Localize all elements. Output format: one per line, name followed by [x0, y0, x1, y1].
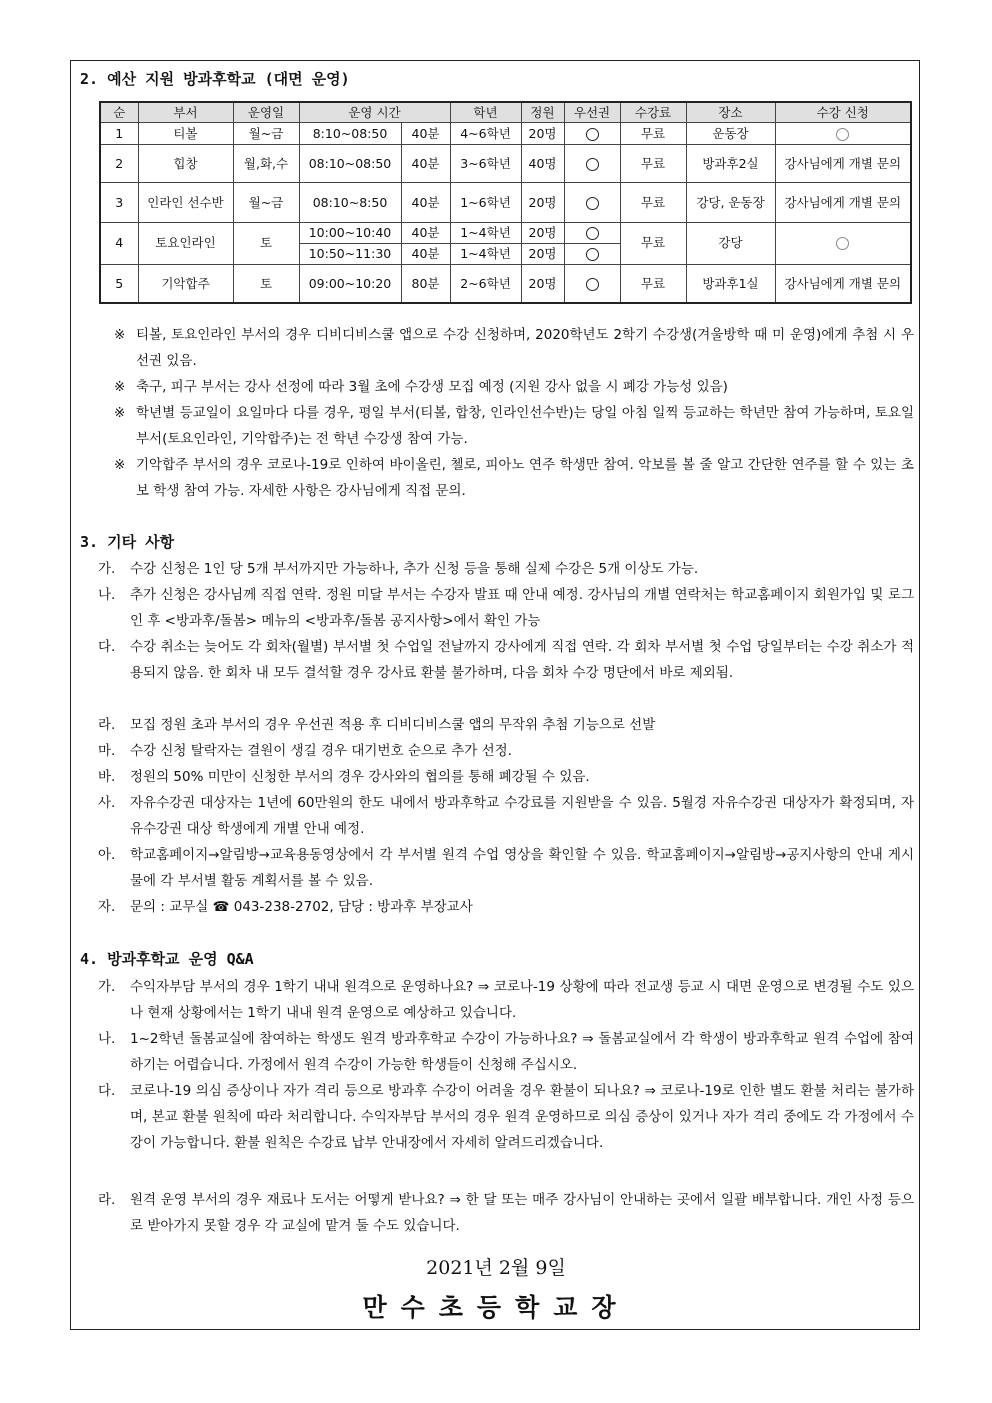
table-row [100, 123, 911, 145]
circle-icon [586, 248, 599, 261]
list-item [98, 1187, 914, 1239]
cell-grade: 3~6학년 [450, 145, 521, 183]
list-item [98, 842, 914, 894]
item-mark: 마. [98, 743, 116, 759]
col-place: 장소 [686, 102, 775, 123]
list-item [98, 894, 914, 920]
list-item [98, 974, 914, 1026]
cell-apply [775, 123, 911, 145]
cell-place: 방과후2실 [686, 145, 775, 183]
cell-days: 월~금 [233, 183, 299, 222]
cell-place: 방과후1실 [686, 265, 775, 303]
list-item [98, 764, 914, 790]
circle-icon [586, 128, 599, 141]
item-text: 학교홈페이지→알림방→교육용동영상에서 각 부서별 원격 수업 영상을 확인할 수 있음. 학교홈페이지→알림방→공지사항의 안내 게시물에 각 부서별 활동 계획서를 볼 수 있음. [130, 847, 914, 889]
cell-priority [564, 123, 620, 145]
cell-no: 4 [100, 222, 138, 264]
cell-priority [564, 243, 620, 264]
item-mark: 라. [98, 1192, 116, 1208]
cell-fee: 무료 [620, 145, 686, 183]
col-capacity: 정원 [521, 102, 564, 123]
item-mark: 다. [98, 1083, 116, 1099]
cell-no: 5 [100, 265, 138, 303]
col-grade: 학년 [450, 102, 521, 123]
cell-days: 토 [233, 222, 299, 264]
circle-icon [586, 197, 599, 210]
note-item [114, 400, 914, 452]
cell-capacity: 20명 [521, 123, 564, 145]
item-mark: 바. [98, 769, 116, 785]
item-text: 원격 운영 부서의 경우 재료나 도서는 어떻게 받나요? ⇒ 한 달 또는 매주 강사님이 안내하는 곳에서 일괄 배부합니다. 개인 사정 등으로 받아가지 못할 경우 각 교실에 맡겨 둘 수도 있습니다. [130, 1192, 914, 1234]
note-item [114, 374, 914, 400]
cell-grade: 1~4학년 [450, 243, 521, 264]
cell-capacity: 20명 [521, 183, 564, 222]
note-text: 티볼, 토요인라인 부서의 경우 디비디비스쿨 앱으로 수강 신청하며, 2020학년도 2학기 수강생(겨울방학 때 미 운영)에게 추첨 시 우선권 있음. [136, 327, 914, 369]
cell-place: 강당, 운동장 [686, 183, 775, 222]
cell-dept: 티볼 [138, 123, 233, 145]
cell-mins: 40분 [401, 183, 450, 222]
col-apply: 수강 신청 [775, 102, 911, 123]
item-text: 문의 : 교무실 ☎ 043-238-2702, 담당 : 방과후 부장교사 [130, 899, 473, 915]
cell-days: 월~금 [233, 123, 299, 145]
cell-mins: 40분 [401, 123, 450, 145]
cell-time: 10:00~10:40 [299, 222, 401, 243]
list-item [98, 1026, 914, 1078]
cell-apply [775, 222, 911, 264]
note-mark: ※ [114, 457, 126, 473]
cell-apply: 강사님에게 개별 문의 [775, 265, 911, 303]
item-text: 자유수강권 대상자는 1년에 60만원의 한도 내에서 방과후학교 수강료를 지원받을 수 있음. 5월경 자유수강권 대상자가 확정되며, 자유수강권 대상 학생에게 개별 안내 예정. [130, 795, 914, 837]
item-mark: 나. [98, 1031, 116, 1047]
cell-fee: 무료 [620, 123, 686, 145]
note-mark: ※ [114, 405, 126, 421]
note-mark: ※ [114, 327, 126, 343]
cell-time: 09:00~10:20 [299, 265, 401, 303]
cell-days: 월,화,수 [233, 145, 299, 183]
item-text: 수강 신청은 1인 당 5개 부서까지만 가능하나, 추가 신청 등을 통해 실제 수강은 5개 이상도 가능. [130, 561, 699, 577]
list-item [98, 1078, 914, 1156]
cell-days: 토 [233, 265, 299, 303]
list-item [98, 634, 914, 686]
section4-title: 4. 방과후학교 운영 Q&A [80, 950, 254, 968]
circle-icon [586, 278, 599, 291]
note-mark: ※ [114, 379, 126, 395]
cell-capacity: 20명 [521, 222, 564, 243]
col-no: 순 [100, 102, 138, 123]
cell-fee: 무료 [620, 183, 686, 222]
circle-icon [836, 237, 849, 250]
circle-icon [586, 158, 599, 171]
cell-apply: 강사님에게 개별 문의 [775, 145, 911, 183]
table-header [100, 102, 911, 123]
col-days: 운영일 [233, 102, 299, 123]
note-text: 학년별 등교일이 요일마다 다를 경우, 평일 부서(티볼, 합창, 인라인선수반)는 당일 아침 일찍 등교하는 학년만 참여 가능하며, 토요일 부서(토요인라인, 기악합주)는 전 학년 수강생 참여 가능. [136, 405, 914, 447]
col-fee: 수강료 [620, 102, 686, 123]
cell-time: 8:10~08:50 [299, 123, 401, 145]
cell-fee: 무료 [620, 265, 686, 303]
cell-no: 1 [100, 123, 138, 145]
circle-icon [586, 227, 599, 240]
cell-time: 10:50~11:30 [299, 243, 401, 264]
item-text: 코로나-19 의심 증상이나 자가 격리 등으로 방과후 수강이 어려울 경우 환불이 되나요? ⇒ 코로나-19로 인한 별도 환불 처리는 불가하며, 본교 환불 원칙에 따라 처리합니다. 수익자부담 부서의 경우 원격 운영하므로 의심 증상이 있거나 자가 격리 중에도 각 가정에서 수강이 가능합니다. 환불 원칙은 수강료 납부 안내장에서 자세히 알려드리겠습니다. [130, 1083, 914, 1151]
item-mark: 라. [98, 717, 116, 733]
cell-dept: 기악합주 [138, 265, 233, 303]
cell-mins: 80분 [401, 265, 450, 303]
item-text: 모집 정원 초과 부서의 경우 우선권 적용 후 디비디비스쿨 앱의 무작위 추첨 기능으로 선발 [130, 717, 656, 733]
list-item [98, 582, 914, 634]
table-row [100, 222, 911, 243]
table-row [100, 145, 911, 183]
cell-grade: 4~6학년 [450, 123, 521, 145]
item-text: 수강 취소는 늦어도 각 회차(월별) 부서별 첫 수업일 전날까지 강사에게 직접 연락. 각 회차 부서별 첫 수업 당일부터는 수강 취소가 적용되지 않음. 한 회차 내 모두 결석할 경우 강사료 환불 불가하며, 다음 회차 수강 명단에서 바로 제외됨. [130, 639, 914, 681]
cell-mins: 40분 [401, 243, 450, 264]
cell-mins: 40분 [401, 222, 450, 243]
cell-place: 운동장 [686, 123, 775, 145]
cell-grade: 1~6학년 [450, 183, 521, 222]
principal-signature: 만수초등학교장 [362, 1293, 630, 1322]
cell-no: 3 [100, 183, 138, 222]
cell-capacity: 40명 [521, 145, 564, 183]
item-mark: 사. [98, 795, 116, 811]
note-text: 기악합주 부서의 경우 코로나-19로 인하여 바이올린, 첼로, 피아노 연주 학생만 참여. 악보를 볼 줄 알고 간단한 연주를 할 수 있는 초보 학생 참여 가능. 자세한 사항은 강사님에게 직접 문의. [136, 457, 914, 499]
cell-time: 08:10~08:50 [299, 145, 401, 183]
item-text: 추가 신청은 강사님께 직접 연락. 정원 미달 부서는 수강자 발표 때 안내 예정. 강사님의 개별 연락처는 학교홈페이지 회원가입 및 로그인 후 <방과후/돌봄> 메뉴의 <방과후/돌봄 공지사항>에서 확인 가능 [130, 587, 914, 629]
note-item [114, 452, 914, 504]
col-priority: 우선권 [564, 102, 620, 123]
cell-no: 2 [100, 145, 138, 183]
cell-dept: 토요인라인 [138, 222, 233, 264]
table-row [100, 265, 911, 303]
list-item [98, 712, 914, 738]
item-mark: 가. [98, 979, 116, 995]
cell-capacity: 20명 [521, 265, 564, 303]
section2-title: 2. 예산 지원 방과후학교 (대면 운영) [80, 70, 350, 88]
list-item [98, 556, 914, 582]
cell-dept: 힙창 [138, 145, 233, 183]
note-item [114, 322, 914, 374]
list-item [98, 790, 914, 842]
cell-grade: 1~4학년 [450, 222, 521, 243]
cell-priority [564, 183, 620, 222]
item-text: 수익자부담 부서의 경우 1학기 내내 원격으로 운영하나요? ⇒ 코로나-19 상황에 따라 전교생 등교 시 대면 운영으로 변경될 수도 있으나 현재 상황에서는 1학기 내내 원격 운영으로 예상하고 있습니다. [130, 979, 914, 1021]
cell-apply: 강사님에게 개별 문의 [775, 183, 911, 222]
cell-dept: 인라인 선수반 [138, 183, 233, 222]
schedule-table [99, 101, 912, 304]
item-text: 수강 신청 탈락자는 결원이 생길 경우 대기번호 순으로 추가 선정. [130, 743, 512, 759]
cell-priority [564, 265, 620, 303]
cell-time: 08:10~8:50 [299, 183, 401, 222]
cell-capacity: 20명 [521, 243, 564, 264]
cell-fee: 무료 [620, 222, 686, 264]
section3-title: 3. 기타 사항 [80, 533, 175, 551]
cell-priority [564, 222, 620, 243]
table-row [100, 183, 911, 222]
note-text: 축구, 피구 부서는 강사 선정에 따라 3월 초에 수강생 모집 예정 (지원 강사 없을 시 폐강 가능성 있음) [136, 379, 728, 395]
item-mark: 다. [98, 639, 116, 655]
col-time: 운영 시간 [299, 102, 450, 123]
item-mark: 자. [98, 899, 116, 915]
circle-icon [836, 128, 849, 141]
item-mark: 나. [98, 587, 116, 603]
item-mark: 아. [98, 847, 116, 863]
item-mark: 가. [98, 561, 116, 577]
item-text: 1~2학년 돌봄교실에 참여하는 학생도 원격 방과후학교 수강이 가능하나요? ⇒ 돌봄교실에서 각 학생이 방과후학교 원격 수업에 참여하기는 어렵습니다. 가정에서 원격 수강이 가능한 학생들이 신청해 주십시오. [130, 1031, 914, 1073]
cell-mins: 40분 [401, 145, 450, 183]
cell-grade: 2~6학년 [450, 265, 521, 303]
list-item [98, 738, 914, 764]
issue-date: 2021년 2월 9일 [426, 1257, 566, 1279]
cell-place: 강당 [686, 222, 775, 264]
item-text: 정원의 50% 미만이 신청한 부서의 경우 강사와의 협의를 통해 폐강될 수 있음. [130, 769, 590, 785]
cell-priority [564, 145, 620, 183]
col-dept: 부서 [138, 102, 233, 123]
